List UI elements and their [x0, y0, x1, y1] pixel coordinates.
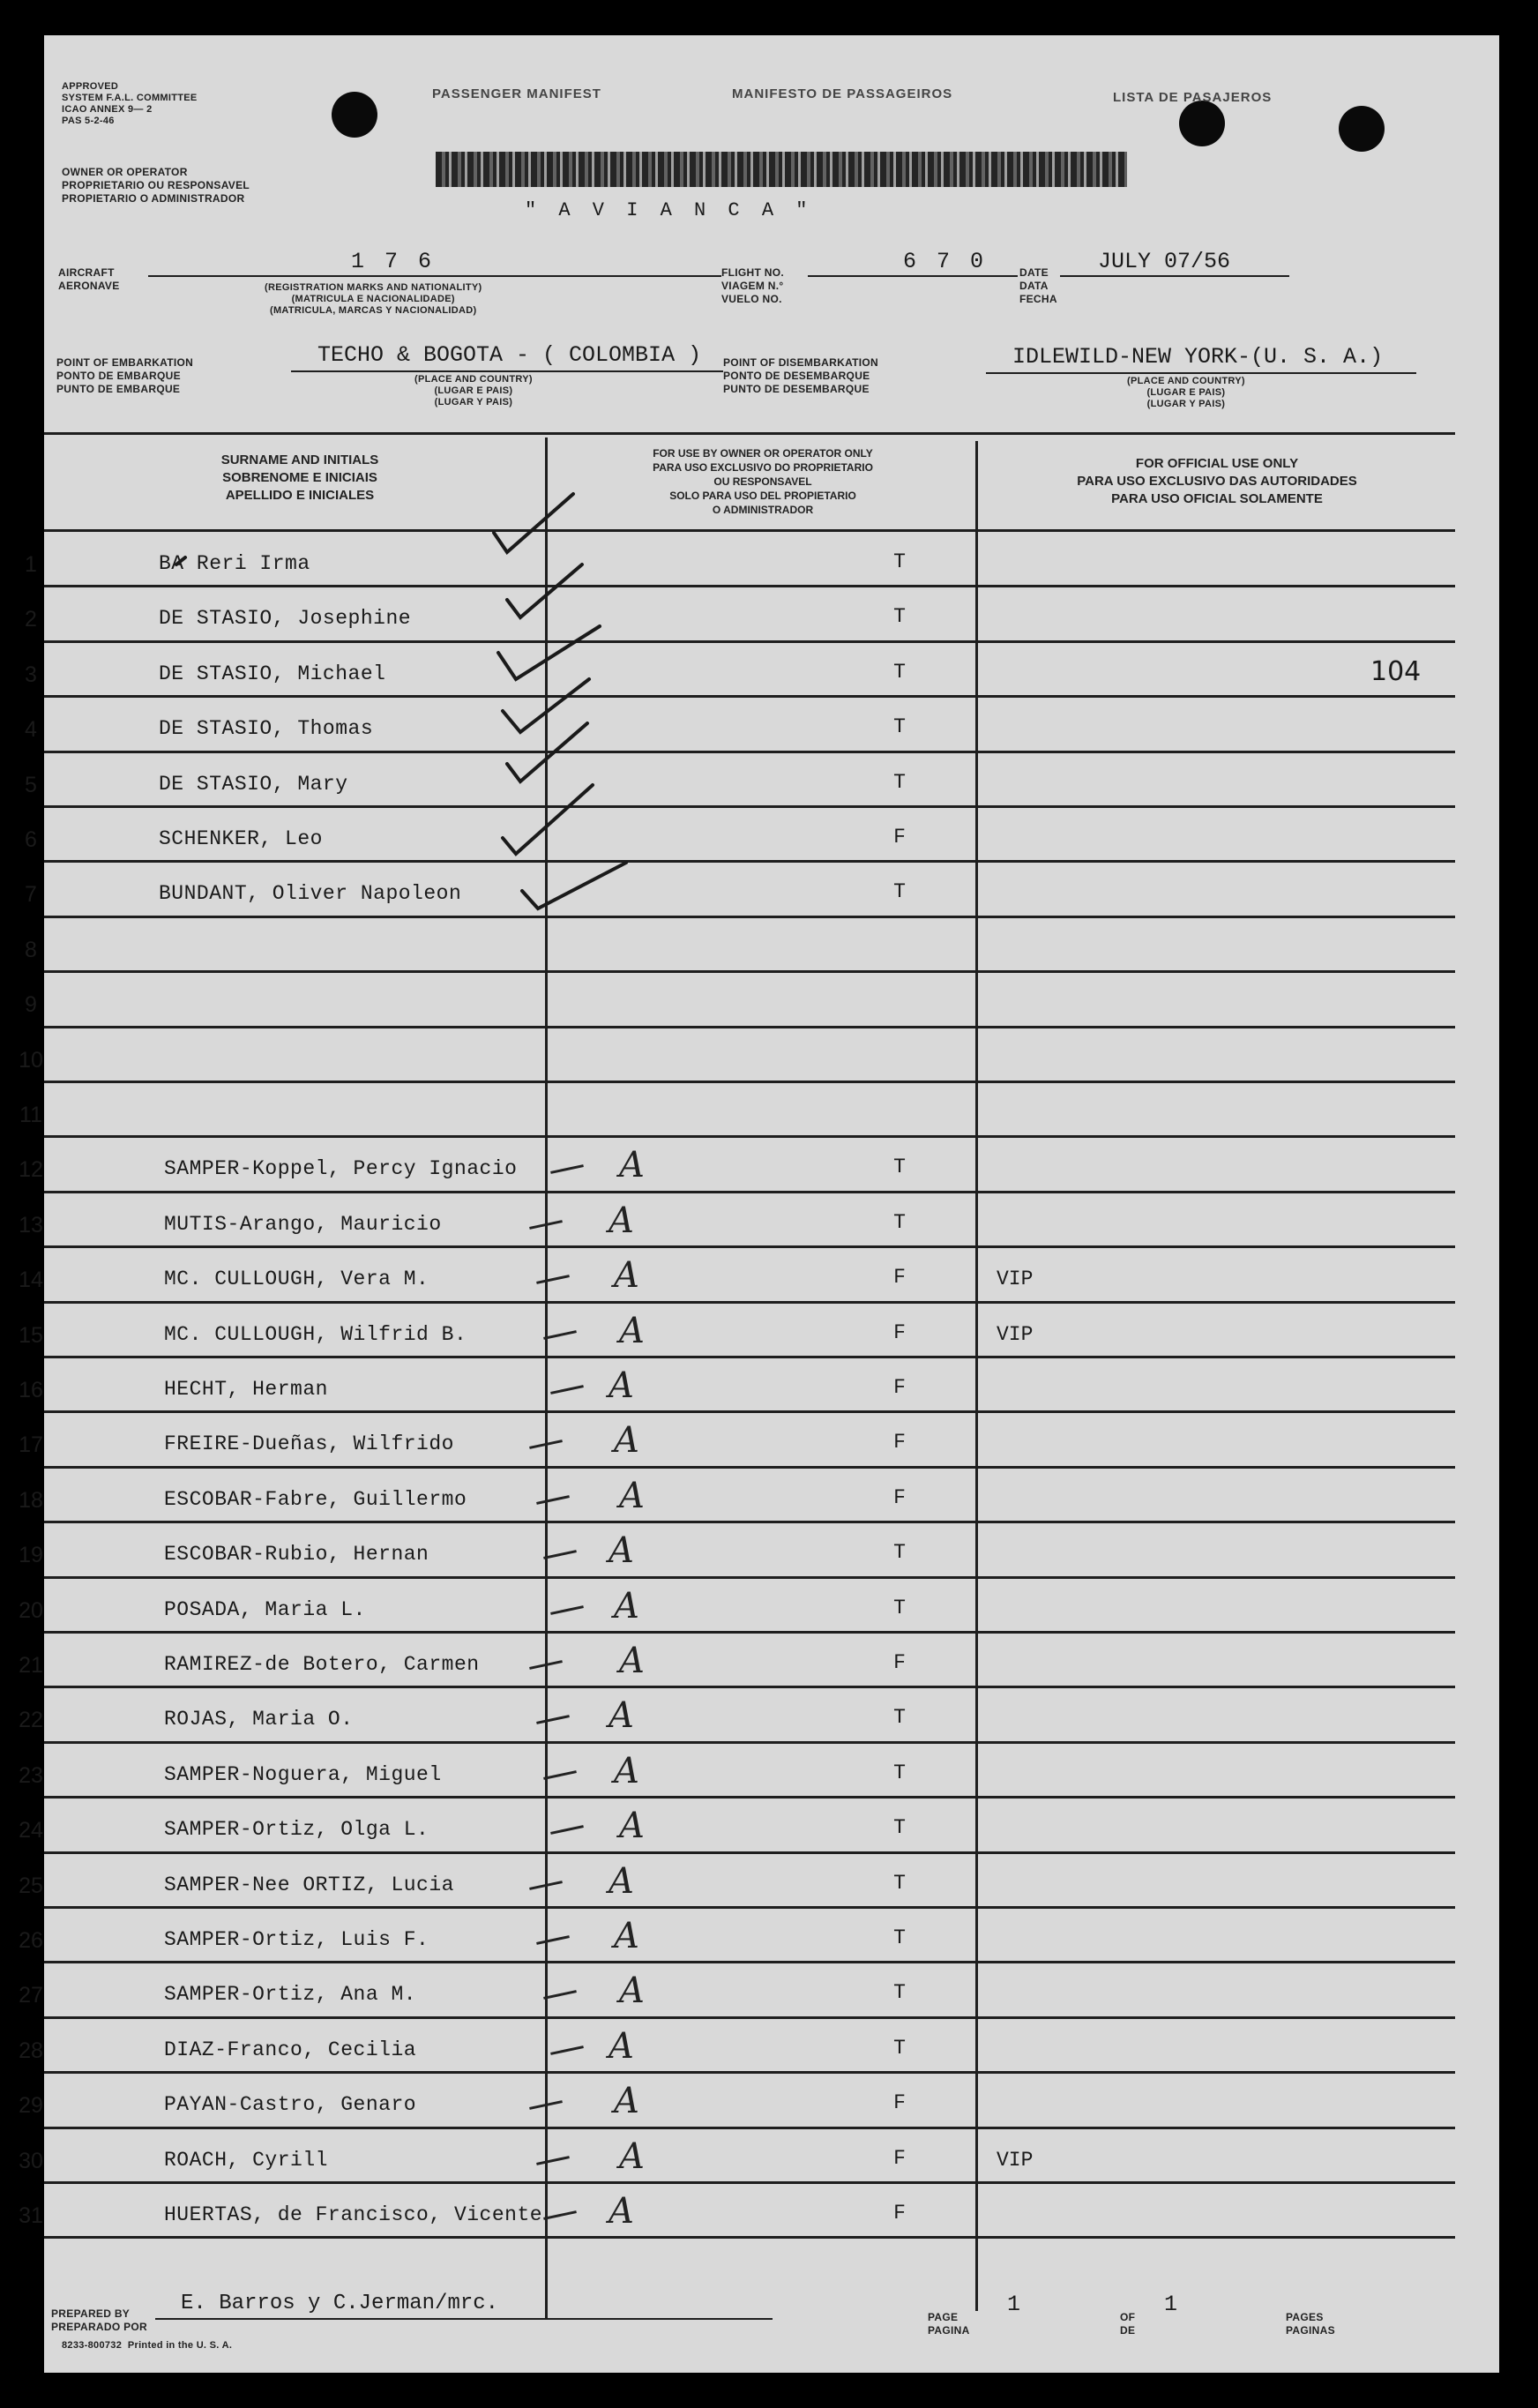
side-number: 104 — [1370, 656, 1422, 687]
passenger-name: DE STASIO, Michael — [159, 662, 386, 685]
passenger-name: SAMPER-Noguera, Miguel — [164, 1762, 442, 1786]
passenger-name: BUNDANT, Oliver Napoleon — [159, 882, 462, 906]
class-code: F — [893, 1376, 906, 1399]
row-number: 11 — [19, 1103, 42, 1127]
row-number: 14 — [19, 1268, 43, 1293]
page-label: PAGE PAGINA — [928, 2311, 970, 2337]
class-code: T — [893, 550, 906, 573]
class-code: F — [893, 1266, 906, 1290]
print-note: 8233-800732 Printed in the U. S. A. — [62, 2340, 233, 2351]
passenger-name: SAMPER-Koppel, Percy Ignacio — [164, 1157, 518, 1181]
row-number: 23 — [19, 1762, 43, 1788]
approval-mark: A — [614, 1255, 639, 1297]
check-mark — [498, 626, 600, 679]
passenger-name: FREIRE-Dueñas, Wilfrido — [164, 1432, 454, 1456]
row-number: 17 — [19, 1432, 43, 1458]
class-code: T — [893, 1871, 906, 1895]
class-code: F — [893, 1485, 906, 1509]
row-number: 9 — [25, 992, 37, 1018]
row-number: 25 — [19, 1873, 43, 1898]
row-number: 12 — [19, 1157, 43, 1183]
embark-place-sublabel: (PLACE AND COUNTRY) (LUGAR E PAIS) (LUGAR Y PAIS) — [414, 374, 533, 408]
row-number: 13 — [19, 1212, 43, 1238]
passenger-name: SAMPER-Nee ORTIZ, Lucia — [164, 1873, 454, 1896]
class-code: F — [893, 1320, 906, 1344]
class-code: T — [893, 1596, 906, 1619]
class-code: F — [893, 1431, 906, 1455]
disembark-place-sublabel: (PLACE AND COUNTRY) (LUGAR E PAIS) (LUGAR Y PAIS) — [1127, 376, 1245, 409]
prepared-underline — [155, 2318, 773, 2320]
row-number: 6 — [25, 827, 37, 852]
approval-mark: A — [619, 2135, 645, 2177]
passenger-name: MUTIS-Arango, Mauricio — [164, 1212, 442, 1236]
class-code: T — [893, 2036, 906, 2060]
title-pt: MANIFESTO DE PASSAGEIROS — [732, 86, 953, 101]
approval-mark: A — [619, 1806, 645, 1847]
row-number: 20 — [19, 1597, 43, 1623]
approval-mark: A — [619, 1971, 645, 2012]
passenger-name: SAMPER-Ortiz, Olga L. — [164, 1818, 429, 1842]
date-value: JULY 07/56 — [1098, 249, 1231, 274]
approval-mark: A — [614, 1420, 639, 1462]
approval-mark: A — [608, 1200, 634, 1241]
row-number: 27 — [19, 1983, 43, 2008]
title-es: LISTA DE PASAJEROS — [1113, 90, 1273, 105]
title-en: PASSENGER MANIFEST — [432, 86, 601, 101]
passenger-name: SAMPER-Ortiz, Ana M. — [164, 1983, 417, 2007]
class-code: T — [893, 1981, 906, 2005]
passenger-name: DIAZ-Franco, Cecilia — [164, 2038, 417, 2061]
class-code: T — [893, 880, 906, 904]
approval-mark: A — [619, 1641, 645, 1681]
pages-label: PAGES PAGINAS — [1286, 2311, 1335, 2337]
approval-mark: A — [614, 1585, 639, 1627]
approval-mark: A — [608, 1860, 634, 1902]
class-code: T — [893, 1541, 906, 1565]
class-code: T — [893, 1761, 906, 1784]
prepared-value: E. Barros y C.Jerman/mrc. — [181, 2292, 499, 2315]
approval-mark: A — [608, 1695, 634, 1737]
row-number: 22 — [19, 1708, 43, 1733]
class-code: T — [893, 1155, 906, 1179]
aircraft-value: 1 7 6 — [351, 249, 436, 274]
disembark-value: IDLEWILD-NEW YORK-(U. S. A.) — [1012, 344, 1384, 370]
passenger-name: ROACH, Cyrill — [164, 2148, 328, 2172]
page-value: 1 — [1007, 2292, 1021, 2317]
approval-mark: A — [608, 1365, 634, 1406]
passenger-name: DE STASIO, Thomas — [159, 717, 374, 741]
check-mark — [503, 785, 593, 854]
row-number: 28 — [19, 2038, 43, 2063]
owner-label: OWNER OR OPERATOR PROPRIETARIO OU RESPONSAVEL PROPIETARIO O ADMINISTRADOR — [62, 166, 250, 205]
passenger-name: MC. CULLOUGH, Wilfrid B. — [164, 1322, 467, 1346]
strike — [176, 557, 185, 565]
approval-stamp: APPROVED SYSTEM F.A.L. COMMITTEE ICAO ANNEX 9— 2 PAS 5-2-46 — [62, 81, 198, 126]
approval-mark: A — [614, 1750, 639, 1791]
class-code: T — [893, 1706, 906, 1730]
passenger-name: PAYAN-Castro, Genaro — [164, 2093, 417, 2117]
class-code: T — [893, 1926, 906, 1949]
class-code: T — [893, 770, 906, 794]
approval-mark: A — [608, 2025, 634, 2067]
row-number: 7 — [25, 882, 37, 908]
owner-value: " A V I A N C A " — [525, 199, 813, 221]
row-number: 19 — [19, 1543, 43, 1568]
row-number: 29 — [19, 2093, 43, 2119]
row-number: 3 — [25, 662, 37, 687]
approval-mark: A — [614, 2081, 639, 2122]
prepared-label: PREPARED BY PREPARADO POR — [51, 2307, 148, 2333]
official-note: VIP — [997, 1322, 1034, 1346]
aircraft-sublabel: (REGISTRATION MARKS AND NATIONALITY) (MATRICULA E NACIONALIDADE) (MATRICULA, MARCAS Y NACIONALIDAD) — [265, 282, 482, 316]
row-number: 10 — [19, 1047, 43, 1073]
approval-mark: A — [619, 1475, 645, 1516]
row-number: 2 — [25, 607, 37, 632]
row-number: 15 — [19, 1322, 43, 1348]
class-code: T — [893, 660, 906, 684]
class-code: T — [893, 715, 906, 739]
passenger-name: DE STASIO, Mary — [159, 772, 348, 796]
class-code: F — [893, 2091, 906, 2115]
passenger-name: ROJAS, Maria O. — [164, 1708, 354, 1731]
of-label: OF DE — [1120, 2311, 1136, 2337]
official-note: VIP — [997, 2148, 1034, 2172]
row-number: 26 — [19, 1928, 43, 1953]
class-code: F — [893, 826, 906, 849]
row-number: 18 — [19, 1487, 43, 1513]
row-number: 24 — [19, 1818, 43, 1843]
passenger-name: POSADA, Maria L. — [164, 1597, 366, 1621]
row-number: 8 — [25, 937, 37, 962]
column-header-official: FOR OFFICIAL USE ONLY PARA USO EXCLUSIVO DAS AUTORIDADES PARA USO OFICIAL SOLAMENTE — [1077, 456, 1357, 506]
embark-value: TECHO & BOGOTA - ( COLOMBIA ) — [317, 342, 702, 368]
passenger-name: HECHT, Herman — [164, 1378, 328, 1401]
passenger-name: ESCOBAR-Fabre, Guillermo — [164, 1487, 467, 1511]
approval-mark: A — [608, 1530, 634, 1572]
flight-value: 6 7 0 — [903, 249, 988, 274]
row-number: 4 — [25, 717, 37, 743]
disembark-label: POINT OF DISEMBARKATION PONTO DE DESEMBARQUE PUNTO DE DESEMBARQUE — [723, 356, 879, 395]
row-number: 21 — [19, 1653, 43, 1678]
aircraft-label: AIRCRAFT AERONAVE — [58, 266, 120, 292]
column-header-names: SURNAME AND INITIALS SOBRENOME E INICIAIS APELLIDO E INICIALES — [220, 452, 379, 503]
check-mark — [522, 863, 626, 909]
row-number: 5 — [25, 772, 37, 797]
passenger-name: RAMIREZ-de Botero, Carmen — [164, 1653, 480, 1676]
check-mark — [507, 565, 582, 617]
date-label: DATE DATA FECHA — [1019, 266, 1057, 305]
check-mark — [503, 679, 589, 732]
row-number: 31 — [19, 2203, 43, 2228]
approval-mark: A — [614, 1916, 639, 1956]
flight-label: FLIGHT NO. VIAGEM N.° VUELO NO. — [721, 266, 784, 305]
of-value: 1 — [1164, 2292, 1178, 2317]
class-code: T — [893, 1816, 906, 1840]
approval-mark: A — [619, 1310, 645, 1351]
row-number: 30 — [19, 2148, 43, 2173]
class-code: F — [893, 2146, 906, 2170]
embark-label: POINT OF EMBARKATION PONTO DE EMBARQUE PUNTO DE EMBARQUE — [56, 356, 194, 395]
class-code: T — [893, 605, 906, 629]
row-number: 1 — [25, 552, 37, 577]
class-code: F — [893, 1651, 906, 1674]
class-code: T — [893, 1210, 906, 1234]
passenger-name: BA Reri Irma — [159, 552, 310, 575]
passenger-name: DE STASIO, Josephine — [159, 607, 412, 631]
passenger-name: MC. CULLOUGH, Vera M. — [164, 1268, 429, 1291]
row-number: 16 — [19, 1378, 43, 1402]
approval-mark: A — [619, 1145, 645, 1186]
passenger-name: SAMPER-Ortiz, Luis F. — [164, 1928, 429, 1951]
passenger-name: ESCOBAR-Rubio, Hernan — [164, 1543, 429, 1567]
class-code: F — [893, 2202, 906, 2225]
passenger-name: HUERTAS, de Francisco, Vicente — [164, 2203, 543, 2226]
check-mark — [494, 494, 573, 552]
passenger-name: SCHENKER, Leo — [159, 827, 323, 850]
approval-mark: A — [608, 2191, 634, 2232]
column-header-owner: FOR USE BY OWNER OR OPERATOR ONLY PARA USO EXCLUSIVO DO PROPRIETARIO OU RESPONSAVEL SOLO PARA USO DEL PROPIETARIO O ADMINISTRADOR — [653, 447, 873, 516]
official-note: VIP — [997, 1268, 1034, 1291]
